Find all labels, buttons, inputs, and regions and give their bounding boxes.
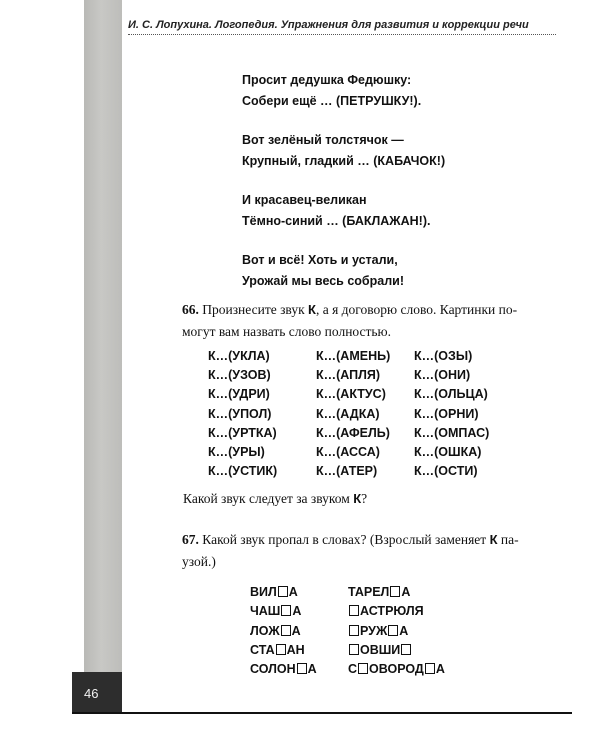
blank-box <box>349 605 359 616</box>
syllable-word: К…(АКТУС) <box>316 387 386 402</box>
gap-word <box>250 622 317 641</box>
gap-word <box>250 641 317 660</box>
gap-word <box>250 660 317 679</box>
word-part: СОЛОН <box>250 662 296 677</box>
word-part: С <box>348 662 358 677</box>
task-67-column <box>348 583 445 679</box>
gap-word <box>348 583 445 602</box>
task-66-column <box>316 347 390 481</box>
syllable-word: К…(АПЛЯ) <box>316 368 381 383</box>
gap-word <box>250 602 317 621</box>
syllable-word: К…(ОШКА) <box>414 444 482 459</box>
word-part: ТАРЕЛ <box>348 585 390 599</box>
blank-box <box>297 663 307 674</box>
poem-line: Вот и всё! Хоть и устали, <box>242 253 398 267</box>
blank-box <box>358 663 368 674</box>
poem-stanza <box>242 190 445 232</box>
task-67-line-2: узой.) <box>182 554 216 569</box>
running-head: И. С. Лопухина. Логопедия. Упражнения для развития и коррекции речи <box>128 19 529 31</box>
task-67-text-a: Какой звук пропал в словах? (Взрослый заменяет <box>198 532 490 547</box>
blank-box <box>278 586 288 597</box>
task-66-column <box>414 347 489 481</box>
task-67-text-b: па- <box>497 532 519 547</box>
syllable-word: К…(ОМПАС) <box>414 425 490 440</box>
task-66-question <box>183 489 367 509</box>
syllable-word: К…(ОНИ) <box>414 368 471 383</box>
blank-box <box>425 663 435 674</box>
poem-line: Вот зелёный толстячок — <box>242 133 404 147</box>
word-part: А <box>307 662 317 677</box>
task-67-line-1 <box>182 529 557 551</box>
syllable-word: К…(АССА) <box>316 444 380 459</box>
gap-word <box>348 622 445 641</box>
blank-box <box>281 605 291 616</box>
syllable-word: К…(АДКА) <box>316 406 380 421</box>
blank-box <box>388 625 398 636</box>
poem-line: Собери ещё … (ПЕТРУШКУ!). <box>242 94 422 108</box>
task-66-question-mark: ? <box>361 491 368 506</box>
word-part: ЧАШ <box>250 604 281 619</box>
syllable-word: К…(АТЕР) <box>316 464 378 479</box>
task-66-text-a: Произнесите звук <box>198 302 309 317</box>
word-part: А <box>288 585 298 599</box>
syllable-word: К…(ОЗЫ) <box>414 349 473 363</box>
blank-box <box>349 625 359 636</box>
task-66-sound: К <box>308 302 316 317</box>
gap-word <box>250 583 317 602</box>
task-66-number: 66. <box>182 302 199 317</box>
word-part: ЛОЖ <box>250 623 280 638</box>
bottom-rule <box>72 712 572 714</box>
blank-box <box>401 644 411 655</box>
gap-word <box>348 602 445 621</box>
poem <box>242 70 445 310</box>
blank-box <box>281 625 291 636</box>
task-67-column <box>250 583 317 679</box>
syllable-word: К…(УДРИ) <box>208 387 270 402</box>
syllable-word: К…(ОСТИ) <box>414 464 478 479</box>
word-part: СТА <box>250 642 275 657</box>
word-part: ВИЛ <box>250 585 277 599</box>
page-number: 46 <box>84 686 99 701</box>
gap-word <box>348 660 445 679</box>
task-66-line-1 <box>182 299 557 321</box>
task-66-question-text: Какой звук следует за звуком <box>183 491 354 506</box>
word-part: АСТРЮЛЯ <box>360 604 424 619</box>
header-rule <box>128 34 556 35</box>
syllable-word: К…(УЗОВ) <box>208 368 271 383</box>
syllable-word: К…(УКЛА) <box>208 349 270 363</box>
word-part: А <box>291 623 301 638</box>
task-66-instruction <box>182 299 557 343</box>
task-66-text-b: , а я договорю слово. Картинки по- <box>315 302 518 317</box>
poem-line: Урожай мы весь собрали! <box>242 274 405 288</box>
word-part: АН <box>286 642 305 657</box>
syllable-word: К…(АМЕНЬ) <box>316 349 391 363</box>
task-66-column <box>208 347 277 481</box>
task-66-question-sound: К <box>353 491 362 506</box>
page-side-bar <box>84 0 122 712</box>
poem-line: Крупный, гладкий … (КАБАЧОК!) <box>242 154 446 168</box>
gap-word <box>348 641 445 660</box>
task-66-line-2: могут вам назвать слово полностью. <box>182 324 392 339</box>
word-part: ОВОРОД <box>369 662 424 677</box>
task-67-instruction <box>182 529 557 573</box>
word-part: РУЖ <box>360 623 388 638</box>
word-part: А <box>435 662 445 677</box>
word-part: А <box>292 604 302 619</box>
word-part: А <box>399 623 409 638</box>
poem-line: Тёмно-синий … (БАКЛАЖАН!). <box>242 214 431 228</box>
task-67-number: 67. <box>182 532 199 547</box>
blank-box <box>276 644 286 655</box>
syllable-word: К…(УРТКА) <box>208 425 277 440</box>
syllable-word: К…(УПОЛ) <box>208 406 272 421</box>
syllable-word: К…(УРЫ) <box>208 444 265 459</box>
blank-box <box>390 586 400 597</box>
poem-line: Просит дедушка Федюшку: <box>242 73 412 87</box>
poem-stanza <box>242 250 445 292</box>
poem-stanza <box>242 70 445 112</box>
syllable-word: К…(УСТИК) <box>208 464 278 479</box>
poem-line: И красавец-великан <box>242 193 367 207</box>
task-67-sound: К <box>489 532 498 547</box>
word-part: ОВШИ <box>360 642 401 657</box>
poem-stanza <box>242 130 445 172</box>
syllable-word: К…(ОЛЬЦА) <box>414 387 488 402</box>
word-part: А <box>401 585 411 599</box>
syllable-word: К…(ОРНИ) <box>414 406 479 421</box>
blank-box <box>349 644 359 655</box>
syllable-word: К…(АФЕЛЬ) <box>316 425 390 440</box>
